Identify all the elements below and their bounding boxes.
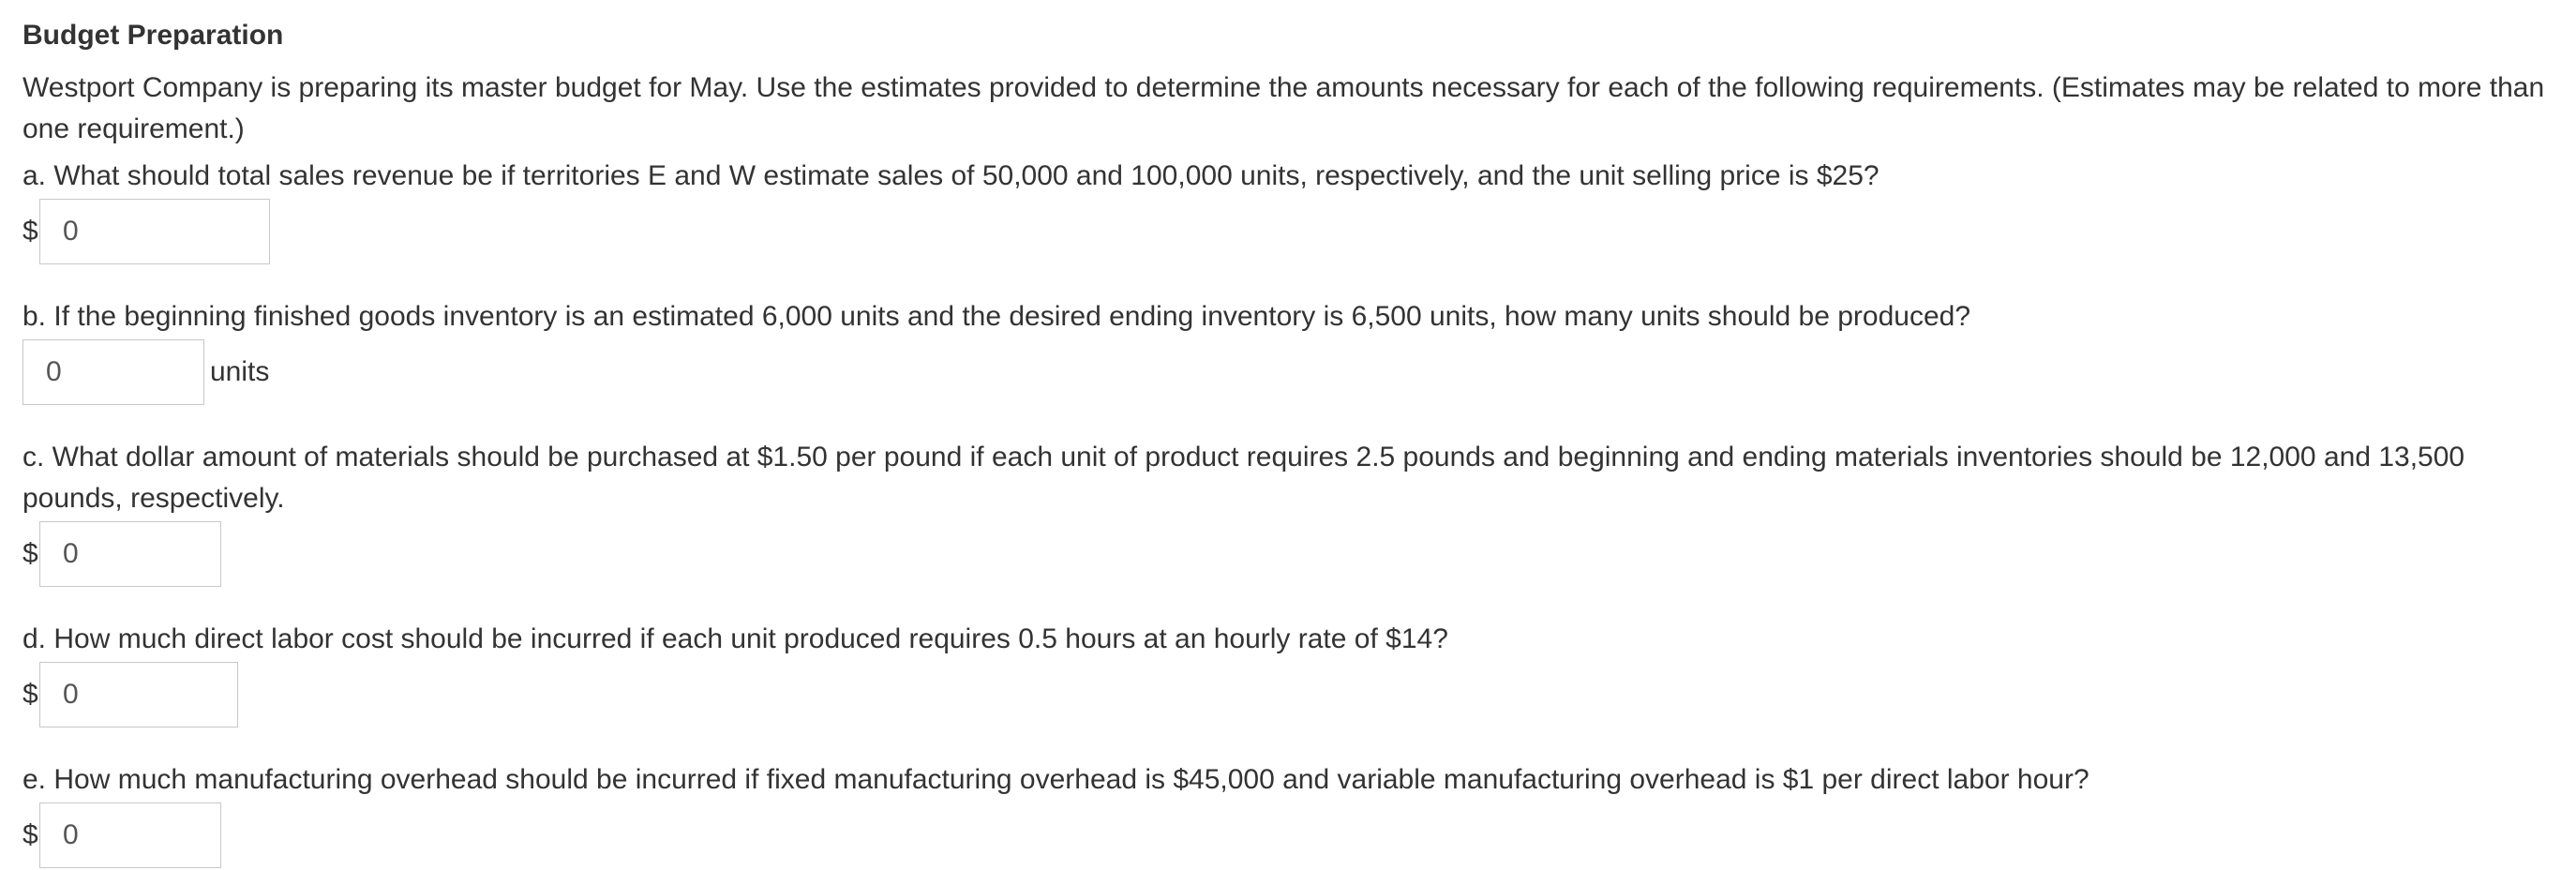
- units-produced-input[interactable]: [22, 339, 204, 405]
- page-title: Budget Preparation: [22, 20, 284, 51]
- manufacturing-overhead-input[interactable]: [39, 802, 221, 868]
- direct-labor-cost-input[interactable]: [39, 662, 238, 728]
- intro-text: Westport Company is preparing its master budget for May. Use the estimates provided to determine the amounts necessary for each of the following requirements. (Estimates may be related to more than one requirement.): [22, 72, 2545, 144]
- question-a-answer-row: [22, 197, 2554, 266]
- question-e-answer-row: [22, 801, 2554, 870]
- dollar-sign-label: $: [22, 819, 38, 850]
- sales-revenue-input[interactable]: [39, 199, 270, 264]
- question-a-text: a. What should total sales revenue be if territories E and W estimate sales of 50,000 and 100,000 units, respectively, and the unit selling price is $25?: [22, 160, 1880, 191]
- question-b-answer-row: [22, 338, 2554, 407]
- question-c-text: c. What dollar amount of materials should be purchased at $1.50 per pound if each unit of product requires 2.5 pounds and beginning and ending materials inventories should be 12,000 and 13,500 pounds, respectively.: [22, 442, 2465, 514]
- question-e-text: e. How much manufacturing overhead should be incurred if fixed manufacturing overhead is $45,000 and variable manufacturing overhead is $1 per direct labor hour?: [22, 764, 2089, 795]
- question-d-answer-row: [22, 660, 2554, 729]
- question-d-text: d. How much direct labor cost should be incurred if each unit produced requires 0.5 hours at an hourly rate of $14?: [22, 623, 1448, 654]
- materials-purchase-input[interactable]: [39, 521, 221, 587]
- units-label: units: [210, 356, 270, 387]
- dollar-sign-label: $: [22, 216, 38, 247]
- dollar-sign-label: $: [22, 679, 38, 710]
- question-b-text: b. If the beginning finished goods inventory is an estimated 6,000 units and the desired ending inventory is 6,500 units, how many units should be produced?: [22, 301, 1971, 332]
- question-c-answer-row: [22, 519, 2554, 589]
- dollar-sign-label: $: [22, 538, 38, 569]
